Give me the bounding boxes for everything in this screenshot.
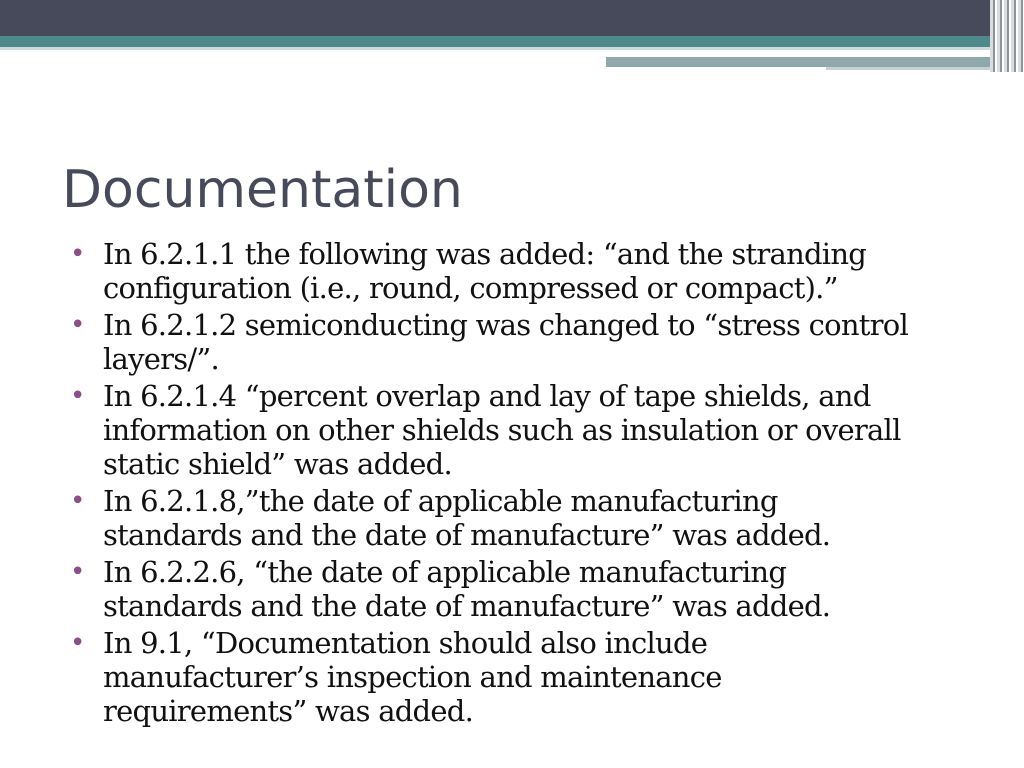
- bullet-item: [70, 555, 970, 623]
- bullet-line: static shield” was added.: [103, 447, 452, 481]
- slide-title: Documentation: [62, 160, 463, 220]
- bullet-line: manufacturer’s inspection and maintenance: [103, 660, 722, 694]
- bullet-line: In 9.1, “Documentation should also include: [103, 626, 708, 660]
- bullet-line: layers/”.: [103, 342, 219, 376]
- bullet-line: In 6.2.1.8,”the date of applicable manufacturing: [103, 484, 778, 518]
- bullet-line: configuration (i.e., round, compressed or compact).”: [103, 271, 838, 305]
- bullet-icon: •: [70, 486, 85, 516]
- bullet-line: information on other shields such as insulation or overall: [103, 413, 901, 447]
- bullet-item: [70, 626, 970, 728]
- bullet-icon: •: [70, 381, 85, 411]
- bullet-icon: •: [70, 628, 85, 658]
- header-accent-bar: [606, 57, 1000, 67]
- bullet-icon: •: [70, 310, 85, 340]
- bullet-line: In 6.2.1.2 semiconducting was changed to “stress control: [103, 308, 909, 342]
- bullet-icon: •: [70, 239, 85, 269]
- header-edge-stripes: [990, 0, 1024, 72]
- bullet-line: In 6.2.2.6, “the date of applicable manufacturing: [103, 555, 787, 589]
- bullet-item: [70, 308, 970, 376]
- bullet-icon: •: [70, 557, 85, 587]
- header-accent-line-lower: [826, 67, 1000, 70]
- bullet-line: In 6.2.1.1 the following was added: “and the stranding: [103, 237, 867, 271]
- bullet-item: [70, 237, 970, 305]
- bullet-line: In 6.2.1.4 “percent overlap and lay of tape shields, and: [103, 379, 871, 413]
- header-band-dark: [0, 0, 1024, 36]
- header-band-light: [0, 47, 1024, 50]
- bullet-line: standards and the date of manufacture” was added.: [103, 518, 831, 552]
- bullet-line: standards and the date of manufacture” was added.: [103, 589, 831, 623]
- header-band-teal: [0, 36, 1024, 47]
- bullet-item: [70, 379, 970, 481]
- bullet-line: requirements” was added.: [103, 694, 474, 728]
- bullet-list: [70, 237, 970, 731]
- bullet-item: [70, 484, 970, 552]
